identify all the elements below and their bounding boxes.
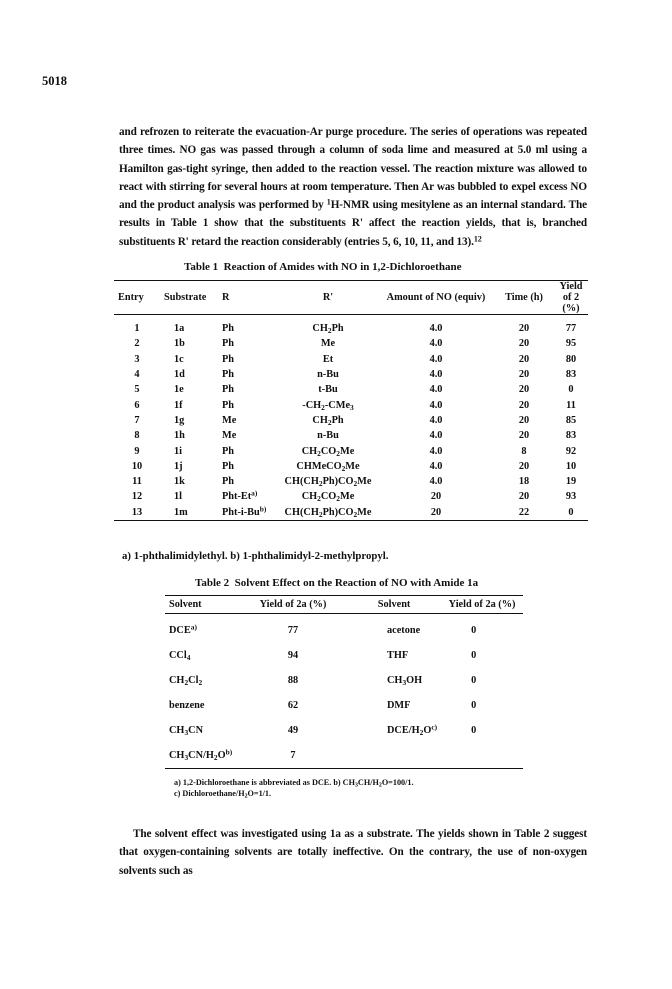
entry-cell: 8 (134, 430, 140, 442)
table-2-body (165, 614, 523, 769)
table-1-row (114, 352, 588, 367)
r-cell (218, 397, 278, 412)
text-segment: Ph (222, 338, 235, 350)
text-segment: 3 (350, 402, 354, 412)
solvent-cell (347, 643, 441, 668)
substrate-cell: 1f (174, 399, 183, 411)
entry-cell: 1 (134, 323, 140, 335)
text-segment: b) (259, 504, 267, 514)
r-cell (218, 489, 278, 504)
text-segment: CH (169, 750, 185, 761)
r-cell (218, 505, 278, 521)
amount-no-cell: 4.0 (429, 414, 443, 426)
text-segment: 2 (419, 727, 424, 737)
entry-cell: 3 (134, 353, 140, 365)
yield-cell: 19 (565, 476, 577, 488)
text-segment: OH (406, 675, 423, 686)
r-prime-cell (278, 459, 378, 474)
yield-cell: 10 (565, 460, 577, 472)
text-segment: Ph (222, 445, 235, 457)
yield-cell: 0 (471, 625, 477, 636)
table-1-row (114, 315, 588, 337)
text-segment: CH (312, 323, 328, 335)
text-segment: Me (222, 414, 237, 426)
text-segment: 2 (244, 792, 248, 799)
text-segment: O=1/1. (247, 788, 272, 798)
time-cell: 20 (518, 430, 530, 442)
text-segment: Cl (188, 675, 199, 686)
r-cell (218, 315, 278, 337)
solvent-cell (347, 718, 441, 743)
text-segment: Ph)CO (322, 476, 354, 488)
table-1-row (114, 428, 588, 443)
text-segment: t-Bu (318, 384, 338, 396)
table-1-header-row (114, 281, 588, 315)
table-1-row (114, 489, 588, 504)
r-prime-cell (278, 443, 378, 458)
table-2-title: Solvent Effect on the Reaction of NO with Amide (234, 577, 468, 589)
entry-cell: 10 (131, 460, 143, 472)
paragraph-1 (119, 123, 587, 251)
r-cell (218, 382, 278, 397)
text-segment: Pht-Et (222, 491, 252, 503)
substrate-cell: 1b (174, 338, 185, 350)
time-cell: 20 (518, 460, 530, 472)
amount-no-cell: 4.0 (429, 460, 443, 472)
text-segment: Ph (222, 399, 235, 411)
text-segment: O=100/1. (381, 778, 414, 787)
text-segment: CN/H (188, 750, 214, 761)
r-prime-cell (278, 367, 378, 382)
text-segment: Ph (222, 476, 235, 488)
text-segment: CH (169, 675, 185, 686)
r-prime-cell (278, 315, 378, 337)
text-segment: Me (357, 506, 372, 518)
text-segment: 2 (353, 509, 358, 519)
yield-cell: 0 (568, 506, 574, 518)
text-segment: CH(CH (284, 476, 319, 488)
text-segment: CH (387, 675, 403, 686)
solvent-cell (347, 668, 441, 693)
table-2-row (165, 743, 523, 769)
yield-cell: 62 (287, 700, 299, 711)
text-segment: Et (322, 353, 334, 365)
yield-cell: 94 (287, 650, 299, 661)
text-segment: 12 (473, 234, 482, 244)
text-segment: 2 (213, 752, 218, 762)
table-1-row (114, 397, 588, 412)
table-1-row (114, 443, 588, 458)
yield-cell: 77 (565, 323, 577, 335)
yield-cell: 0 (471, 650, 477, 661)
amount-no-cell: 4.0 (429, 399, 443, 411)
text-segment: 2 (198, 677, 203, 687)
amount-no-cell: 20 (430, 506, 442, 518)
text-segment: O (423, 725, 432, 736)
r-cell (218, 367, 278, 382)
r-cell (218, 428, 278, 443)
text-segment: 2 (336, 494, 340, 504)
substrate-cell: 1k (174, 476, 185, 488)
paragraph-2 (119, 825, 587, 880)
text-segment: DMF (387, 700, 411, 711)
text-segment: Ph (222, 384, 235, 396)
yield-cell: 49 (287, 725, 299, 736)
table-2-footnote-2 (174, 789, 414, 800)
solvent-cell (347, 614, 441, 644)
r-prime-cell (278, 413, 378, 428)
text-segment: CH (301, 445, 318, 457)
table-1-row (114, 367, 588, 382)
table-2-row (165, 668, 523, 693)
text-segment: Ph)CO (322, 506, 354, 518)
entry-cell: 12 (131, 491, 143, 503)
table-2-header-yield-1: Yield of 2a (%) (259, 599, 327, 610)
amount-no-cell: 4.0 (429, 323, 443, 335)
substrate-cell: 1h (174, 430, 185, 442)
text-segment: 2 (317, 494, 321, 504)
entry-cell: 11 (132, 476, 142, 488)
solvent-cell (165, 743, 239, 769)
r-prime-cell (278, 489, 378, 504)
text-segment: CN (188, 725, 204, 736)
text-segment: 2 (318, 509, 323, 519)
text-segment: Pht-i-Bu (222, 506, 260, 518)
text-segment: 3 (184, 752, 189, 762)
time-cell: 20 (518, 323, 530, 335)
substrate-cell: 1i (174, 445, 183, 457)
text-segment: CH (301, 491, 318, 503)
yield-cell: 85 (565, 414, 577, 426)
entry-cell: 4 (134, 369, 140, 381)
entry-cell: 7 (134, 414, 140, 426)
yield-cell: 77 (287, 625, 299, 636)
table-2-row (165, 643, 523, 668)
text-segment: Me (320, 338, 336, 350)
table-1-header-r-prime: R' (322, 292, 334, 303)
yield-cell: 83 (565, 430, 577, 442)
text-segment: 2 (327, 325, 332, 335)
entry-cell: 5 (134, 384, 140, 396)
time-cell: 20 (518, 338, 530, 350)
solvent-cell (165, 693, 239, 718)
yield-cell: 0 (471, 700, 477, 711)
text-segment: Ph (222, 323, 235, 335)
text-segment: DCE (169, 625, 191, 636)
yield-cell: 83 (565, 369, 577, 381)
text-segment: 2 (327, 417, 332, 427)
r-prime-cell (278, 382, 378, 397)
text-segment: 3 (402, 677, 407, 687)
table-2-footnotes (174, 778, 414, 799)
yield-cell: 11 (566, 399, 576, 411)
text-segment: 2 (184, 677, 189, 687)
table-2-row (165, 693, 523, 718)
text-segment: CH(CH (284, 506, 319, 518)
table-2-row (165, 614, 523, 644)
time-cell: 20 (518, 491, 530, 503)
text-segment: CO (320, 445, 337, 457)
text-segment: a) (251, 489, 258, 499)
r-cell (218, 336, 278, 351)
yield-cell: 80 (565, 353, 577, 365)
table-1-footnote: a) 1-phthalimidylethyl. b) 1-phthalimidyl-2-methylpropyl. (122, 550, 389, 562)
text-segment: CO (320, 491, 337, 503)
text-segment: a) 1,2-Dichloroethane is abbreviated as DCE. b) CH (174, 778, 355, 787)
r-prime-cell (278, 505, 378, 521)
table-1-row (114, 336, 588, 351)
r-prime-cell (278, 336, 378, 351)
time-cell: 22 (518, 506, 530, 518)
substrate-cell: 1a (174, 323, 185, 335)
amount-no-cell: 4.0 (429, 369, 443, 381)
text-segment: 2 (318, 478, 323, 488)
table-1 (114, 280, 588, 521)
yield-cell: 95 (565, 338, 577, 350)
substrate-cell: 1g (174, 414, 185, 426)
text-segment: Ph (222, 353, 235, 365)
page-number: 5018 (42, 74, 67, 88)
table-2-header-solvent-1: Solvent (169, 599, 202, 610)
text-segment: H-NMR using mesitylene as an internal standard. The results in Table 1 show that the substituents R' affect the reaction yields, that is, branched substituents R' retard the reaction considerably (entries 5, 6, 10, 11, and 13). (119, 199, 587, 248)
entry-cell: 6 (134, 399, 140, 411)
yield-cell: 7 (290, 750, 296, 761)
text-segment: CCl (169, 650, 187, 661)
text-segment: a) (190, 622, 197, 632)
text-segment: 2 (321, 402, 325, 412)
text-segment: as a substrate. The yields shown in Table 2 suggest that oxygen-containing solvents are totally ineffective. On the contrary, the use of non-oxygen solvents such as (119, 828, 588, 877)
text-segment: 2 (353, 478, 358, 488)
entry-cell: 13 (131, 506, 143, 518)
text-segment: 1 (326, 197, 331, 207)
table-2-label: Table 2 (195, 577, 230, 589)
table-1-header-amount-no: Amount of NO (equiv) (386, 292, 486, 303)
text-segment: n-Bu (317, 430, 339, 442)
text-segment: n-Bu (317, 369, 339, 381)
amount-no-cell: 4.0 (429, 476, 443, 488)
table-1-body (114, 315, 588, 521)
text-segment: Me (345, 460, 360, 472)
substrate-cell: 1m (174, 506, 188, 518)
table-1-header-substrate: Substrate (164, 292, 207, 303)
table-2-row (165, 718, 523, 743)
table-2-header-row (165, 596, 523, 614)
yield-cell: 93 (565, 491, 577, 503)
text-segment: 2 (341, 463, 346, 473)
time-cell: 8 (521, 445, 527, 457)
text-segment: Me (222, 430, 237, 442)
text-segment: The solvent effect was investigated using (133, 828, 330, 840)
text-segment: benzene (169, 700, 205, 711)
solvent-cell (165, 718, 239, 743)
r-prime-cell (278, 474, 378, 489)
time-cell: 18 (518, 476, 530, 488)
r-cell (218, 352, 278, 367)
yield-cell: 88 (287, 675, 299, 686)
amount-no-cell: 4.0 (429, 338, 443, 350)
table-1-row (114, 382, 588, 397)
text-segment: CH (312, 414, 328, 426)
amount-no-cell: 4.0 (429, 430, 443, 442)
text-segment: b) (225, 747, 233, 757)
text-segment: O (217, 750, 226, 761)
solvent-cell (165, 643, 239, 668)
text-segment: Me (357, 476, 372, 488)
text-segment: -CH (302, 399, 322, 411)
r-prime-cell (278, 397, 378, 412)
text-segment: 1a (329, 828, 341, 840)
entry-cell: 9 (134, 445, 140, 457)
time-cell: 20 (518, 414, 530, 426)
text-segment: 2 (378, 782, 382, 789)
text-segment: CH/H (357, 778, 379, 787)
substrate-cell: 1e (174, 384, 184, 396)
text-segment: Ph (222, 369, 235, 381)
r-cell (218, 459, 278, 474)
text-segment: 3 (354, 782, 358, 789)
solvent-cell (165, 668, 239, 693)
text-segment: and refrozen to reiterate the evacuation-Ar purge procedure. The series of operations was repeated three times. NO gas was passed through a column of soda lime and measured at 5.0 ml using a Hamilton gas-tight syringe, then added to the reaction vessel. The reaction mixture was allowed to react with stirring for several hours at room temperature. Then Ar was bubbled to expel excess NO and the product analysis was performed by (119, 126, 587, 212)
table-1-header-time: Time (h) (505, 292, 543, 303)
table-1-row (114, 505, 588, 521)
substrate-cell: 1d (174, 369, 185, 381)
table-2-footnote-1 (174, 778, 414, 789)
table-1-header-entry: Entry (118, 292, 144, 303)
text-segment: THF (387, 650, 409, 661)
yield-cell: 0 (471, 675, 477, 686)
substrate-cell: 1c (174, 353, 184, 365)
amount-no-cell: 4.0 (429, 353, 443, 365)
time-cell: 20 (518, 384, 530, 396)
text-segment: Me (340, 491, 355, 503)
text-segment: 2 (317, 448, 321, 458)
table-2 (165, 595, 523, 769)
text-segment: 2 (336, 448, 340, 458)
entry-cell: 2 (134, 338, 140, 350)
text-segment: acetone (387, 625, 421, 636)
r-cell (218, 474, 278, 489)
table-1-row (114, 413, 588, 428)
table-1-title: Reaction of Amides with NO in 1,2-Dichloroethane (223, 261, 462, 273)
time-cell: 20 (518, 353, 530, 365)
text-segment: DCE/H (387, 725, 420, 736)
amount-no-cell: 4.0 (429, 445, 443, 457)
r-cell (218, 413, 278, 428)
r-cell (218, 443, 278, 458)
table-2-caption (195, 577, 478, 589)
text-segment: 4 (186, 652, 191, 662)
text-segment: Ph (222, 460, 235, 472)
yield-cell: 92 (565, 445, 577, 457)
table-1-row (114, 459, 588, 474)
time-cell: 20 (518, 369, 530, 381)
table-2-header-solvent-2: Solvent (377, 599, 411, 610)
text-segment: 3 (184, 727, 189, 737)
r-prime-cell (278, 352, 378, 367)
text-segment: Ph (331, 414, 344, 426)
amount-no-cell: 20 (430, 491, 442, 503)
table-2-title-compound: 1a (467, 577, 479, 589)
yield-cell: 0 (568, 384, 574, 396)
table-1-label: Table 1 (184, 261, 219, 273)
solvent-cell (347, 743, 441, 769)
table-2-header-yield-2: Yield of 2a (%) (448, 599, 516, 610)
table-1-caption (184, 261, 461, 273)
solvent-cell (165, 614, 239, 644)
table-1-header-r: R (222, 292, 230, 303)
text-segment: c) (431, 722, 438, 732)
amount-no-cell: 4.0 (429, 384, 443, 396)
substrate-cell: 1j (174, 460, 183, 472)
solvent-cell (347, 693, 441, 718)
text-segment: -CMe (324, 399, 351, 411)
r-prime-cell (278, 428, 378, 443)
substrate-cell: 1l (174, 491, 183, 503)
text-segment: Ph (331, 323, 344, 335)
text-segment: CHMeCO (296, 460, 342, 472)
time-cell: 20 (518, 399, 530, 411)
text-segment: c) Dichloroethane/H (174, 788, 245, 798)
yield-cell: 0 (471, 725, 477, 736)
text-segment: CH (169, 725, 185, 736)
table-1-row (114, 474, 588, 489)
yield-cell (441, 743, 523, 769)
table-1-header-yield: Yield of 2 (%) (559, 281, 583, 314)
text-segment: Me (340, 445, 355, 457)
